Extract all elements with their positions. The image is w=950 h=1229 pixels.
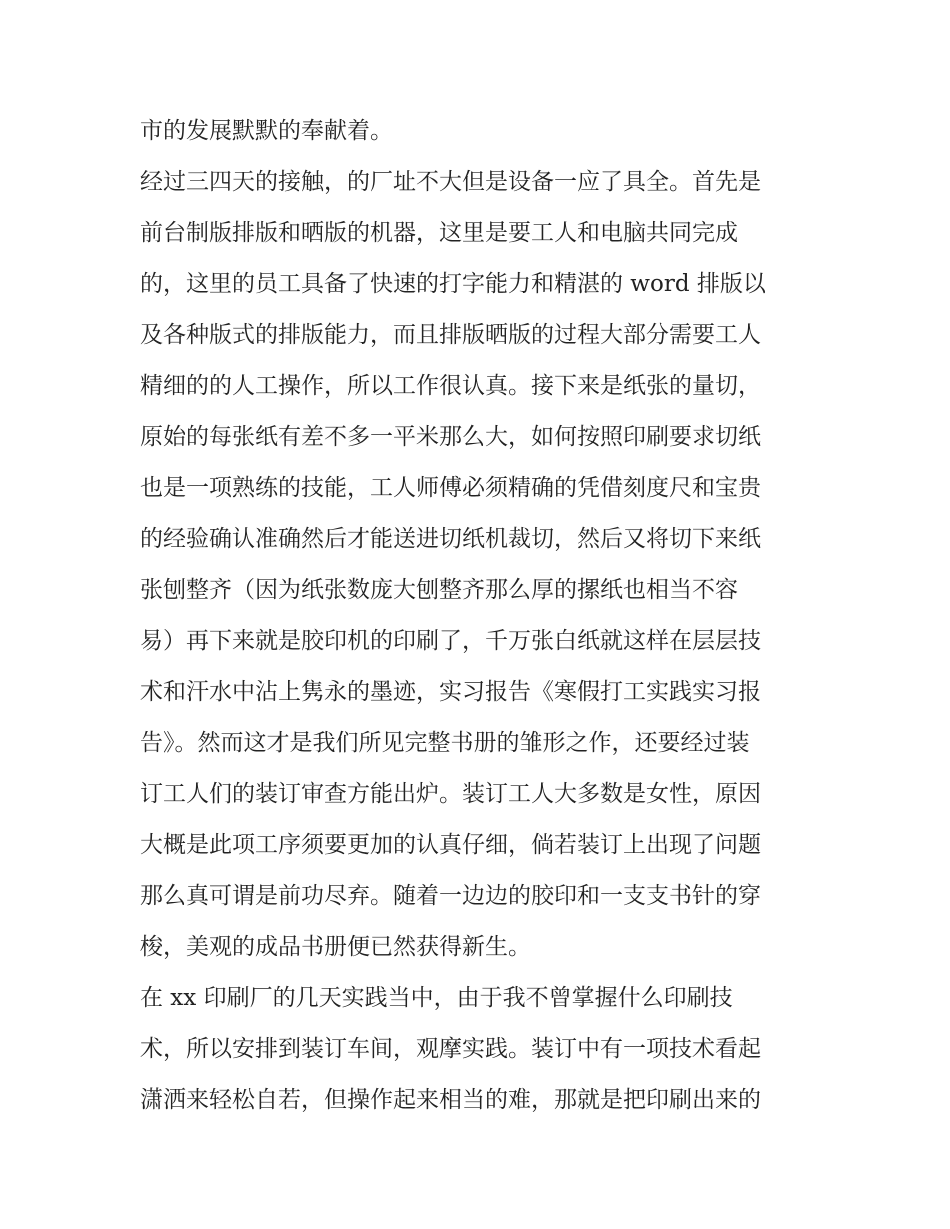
text-line: 精细的的人工操作，所以工作很认真。接下来是纸张的量切， xyxy=(140,373,761,399)
text-line: 大概是此项工序须要更加的认真仔细，倘若装订上出现了问题 xyxy=(140,832,761,858)
text-line: 梭，美观的成品书册便已然获得新生。 xyxy=(140,934,531,960)
text-line: 在 xx 印刷厂的几天实践当中，由于我不曾掌握什么印刷技 xyxy=(140,985,733,1011)
text-line: 的经验确认准确然后才能送进切纸机裁切，然后又将切下来纸 xyxy=(140,526,761,552)
text-line: 及各种版式的排版能力，而且排版晒版的过程大部分需要工人 xyxy=(140,322,761,348)
text-line: 潇洒来轻松自若，但操作起来相当的难，那就是把印刷出来的 xyxy=(140,1087,761,1113)
text-line: 的，这里的员工具备了快速的打字能力和精湛的 word 排版以 xyxy=(140,271,766,297)
text-line: 易）再下来就是胶印机的印刷了，千万张白纸就这样在层层技 xyxy=(140,628,761,654)
text-line: 术和汗水中沾上隽永的墨迹，实习报告《寒假打工实践实习报 xyxy=(140,679,761,705)
text-line: 市的发展默默的奉献着。 xyxy=(140,118,393,144)
text-line: 告》。然而这才是我们所见完整书册的雏形之作，还要经过装 xyxy=(140,730,750,756)
text-line: 术，所以安排到装订车间，观摩实践。装订中有一项技术看起 xyxy=(140,1036,761,1062)
text-line: 前台制版排版和晒版的机器，这里是要工人和电脑共同完成 xyxy=(140,220,738,246)
body-text xyxy=(140,106,830,1126)
text-line: 那么真可谓是前功尽弃。随着一边边的胶印和一支支书针的穿 xyxy=(140,883,761,909)
text-line: 订工人们的装订审查方能出炉。装订工人大多数是女性，原因 xyxy=(140,781,761,807)
text-line: 张刨整齐（因为纸张数庞大刨整齐那么厚的摞纸也相当不容 xyxy=(140,577,738,603)
text-line: 原始的每张纸有差不多一平米那么大，如何按照印刷要求切纸 xyxy=(140,424,761,450)
text-line: 也是一项熟练的技能，工人师傅必须精确的凭借刻度尺和宝贵 xyxy=(140,475,761,501)
text-line: 经过三四天的接触，的厂址不大但是设备一应了具全。首先是 xyxy=(140,169,761,195)
